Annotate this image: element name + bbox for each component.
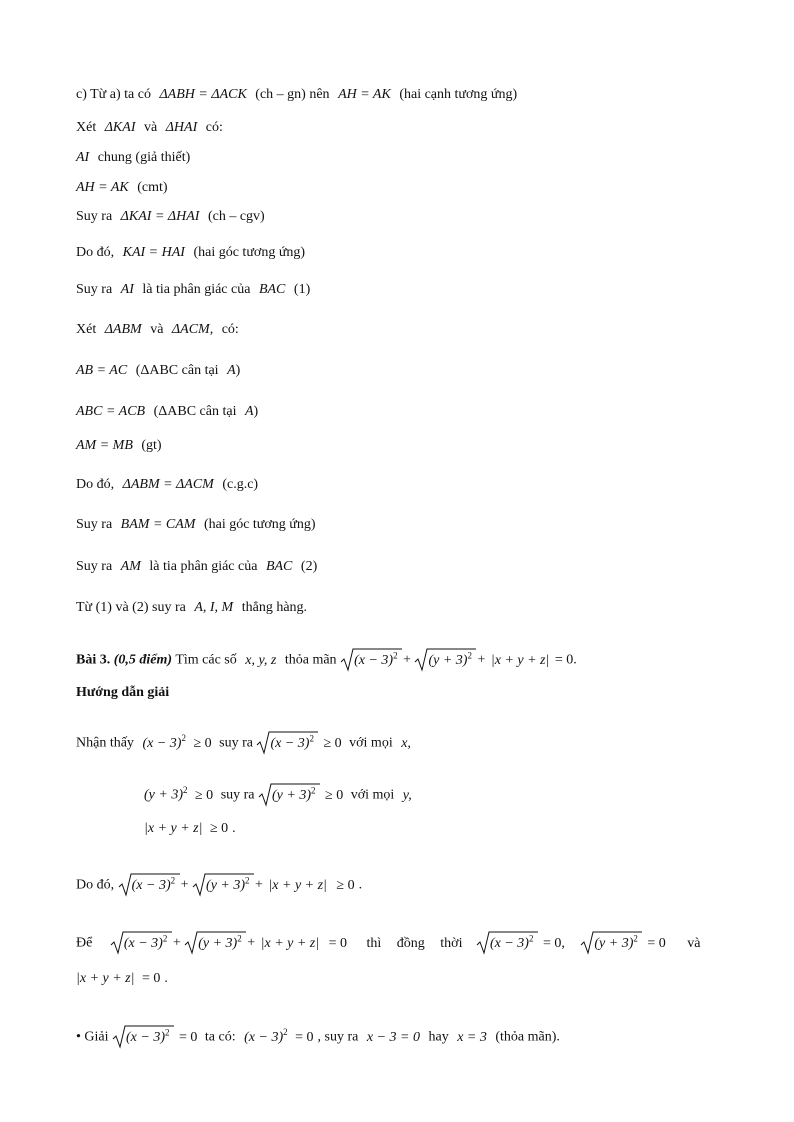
text: (hai cạnh tương ứng) <box>399 87 518 102</box>
text: với mọi <box>349 735 393 751</box>
line-bam-cam <box>76 516 316 534</box>
text: Xét <box>76 120 97 135</box>
math: A, I, M <box>194 600 234 615</box>
text: Suy ra <box>76 209 113 224</box>
math: (x − 3) <box>142 735 182 751</box>
math: BAC <box>265 559 293 574</box>
line-am-mb <box>76 437 162 455</box>
text: suy ra <box>220 787 255 803</box>
line-abs-nonneg: |x + y + z| ≥ 0 . <box>144 821 236 836</box>
text: và <box>150 322 164 337</box>
math: ΔKAI = ΔHAI <box>120 209 200 224</box>
text: cân tại <box>199 404 237 419</box>
text: thẳng hàng. <box>241 600 308 615</box>
radicand: $(y + 3)^2$ <box>428 650 472 668</box>
solution-heading: Hướng dẫn giải <box>76 685 170 700</box>
line-collinear <box>76 599 307 617</box>
line-suy-ra-kai-hai <box>76 208 265 226</box>
text: Xét <box>76 322 97 337</box>
line-observe-y: $(y + 3)^2 \ge 0$ suy ra $(y + 3)^2 \ge 0$ với mọi y, <box>144 778 417 808</box>
text: Suy ra <box>76 517 113 532</box>
text: với mọi <box>350 787 395 803</box>
line-abm-acm-cgc <box>76 476 258 494</box>
math: |x + y + z| <box>144 821 203 836</box>
math: AI <box>76 150 90 165</box>
text: (ΔABC <box>153 404 197 419</box>
math: BAM = CAM <box>120 517 196 532</box>
math: BAC <box>258 282 286 297</box>
line-abc-acb <box>76 403 258 421</box>
plus: + <box>403 652 411 668</box>
text: Tìm các số <box>175 652 237 668</box>
text: Nhận thấy <box>76 735 134 751</box>
line-sum-nonneg: Do đó, $(x - 3)^2$ + $(y + 3)^2 + |x + y + z| \ge 0$ . <box>76 868 362 898</box>
line-ai-bisector <box>76 281 310 299</box>
line-ah-ak <box>76 179 168 197</box>
text: suy ra <box>219 735 253 751</box>
math: ΔKAI <box>104 120 136 135</box>
text: là tia phân giác của <box>142 282 251 297</box>
abs-sum: |x + y + z| <box>490 652 550 668</box>
text: (hai góc tương ứng) <box>193 245 306 260</box>
text: (gt) <box>141 438 162 453</box>
text: c) Từ a) ta có <box>76 87 151 102</box>
text: và <box>144 120 158 135</box>
line-consider-abm-acm <box>76 321 239 339</box>
equals-zero: = 0. <box>554 652 577 668</box>
text: Từ (1) và (2) suy ra <box>76 600 186 615</box>
text: (cmt) <box>137 180 168 195</box>
text: là tia phân giác của <box>149 559 258 574</box>
math: ΔACM, <box>171 322 214 337</box>
math: x, y, z <box>245 652 277 668</box>
math: |x + y + z| <box>76 971 135 986</box>
math: ΔABM = ΔACM <box>122 477 214 492</box>
text: chung (giả thiết) <box>97 150 191 165</box>
line-ab-ac <box>76 362 240 380</box>
line-angles-equal <box>76 244 305 262</box>
line-c-part <box>76 86 517 104</box>
radicand: $(x - 3)^2$ <box>354 650 398 668</box>
line-ai-common <box>76 149 190 167</box>
text: (c.g.c) <box>222 477 259 492</box>
problem-title: Bài 3. <box>76 652 111 668</box>
math: AM <box>120 559 141 574</box>
math: A <box>227 363 236 378</box>
line-abs-zero: |x + y + z| = 0 . <box>76 971 168 986</box>
text: (1) <box>293 282 311 297</box>
math: ABC = ACB <box>76 404 146 419</box>
text: thỏa mãn <box>284 652 337 668</box>
text: (ch – cgv) <box>207 209 265 224</box>
math: x, <box>401 735 411 751</box>
problem-3-statement <box>76 643 577 673</box>
math: AI <box>120 282 134 297</box>
text: Do đó, <box>76 877 115 893</box>
text: Suy ra <box>76 559 113 574</box>
text: Suy ra <box>76 282 113 297</box>
math: ΔABM <box>104 322 142 337</box>
text: có: <box>205 120 223 135</box>
line-consider-kai-hai <box>76 119 223 137</box>
line-condition: Để $(x - 3)^2$ + $(y + 3)^2 + |x + y + z| = 0$ thì đồng thời $(x - 3)^2 = 0$, $(y + 3)^2 = 0$ và <box>76 926 701 956</box>
math: ΔHAI <box>165 120 198 135</box>
math: A <box>244 404 254 419</box>
text: (hai góc tương ứng) <box>203 517 316 532</box>
text: (2) <box>300 559 318 574</box>
line-observe-x: Nhận thấy $(x - 3)^2 \ge 0$ suy ra $(x - 3)^2 \ge 0$ với mọi x, <box>76 726 416 756</box>
math: AM = MB <box>76 438 133 453</box>
math: (y + 3) <box>144 787 183 803</box>
math-triangle-equality: ΔABH = ΔACK <box>159 87 247 102</box>
line-am-bisector <box>76 558 317 576</box>
text: Do đó, <box>76 245 115 260</box>
text: (ch – gn) nên <box>255 87 330 102</box>
math-equality: AH = AK <box>338 87 391 102</box>
math: y, <box>402 787 412 803</box>
text: (ΔABC <box>135 363 179 378</box>
text: • Giải <box>76 1029 109 1045</box>
math: KAI = HAI <box>122 245 185 260</box>
text: có: <box>221 322 239 337</box>
line-solve-x: • Giải $(x - 3)^2 = 0$ ta có: $(x - 3)^2 = 0$ , suy ra x − 3 = 0 hay x = 3 (thỏa mãn). <box>76 1020 560 1050</box>
text: ) <box>235 363 241 378</box>
text: Để <box>76 935 93 951</box>
problem-points: (0,5 điểm) <box>113 652 173 668</box>
math: AH = AK <box>76 180 129 195</box>
text: ) <box>253 404 259 419</box>
plus: + <box>477 652 486 668</box>
math: AB = AC <box>76 363 128 378</box>
text: Do đó, <box>76 477 115 492</box>
text: cân tại <box>181 363 219 378</box>
